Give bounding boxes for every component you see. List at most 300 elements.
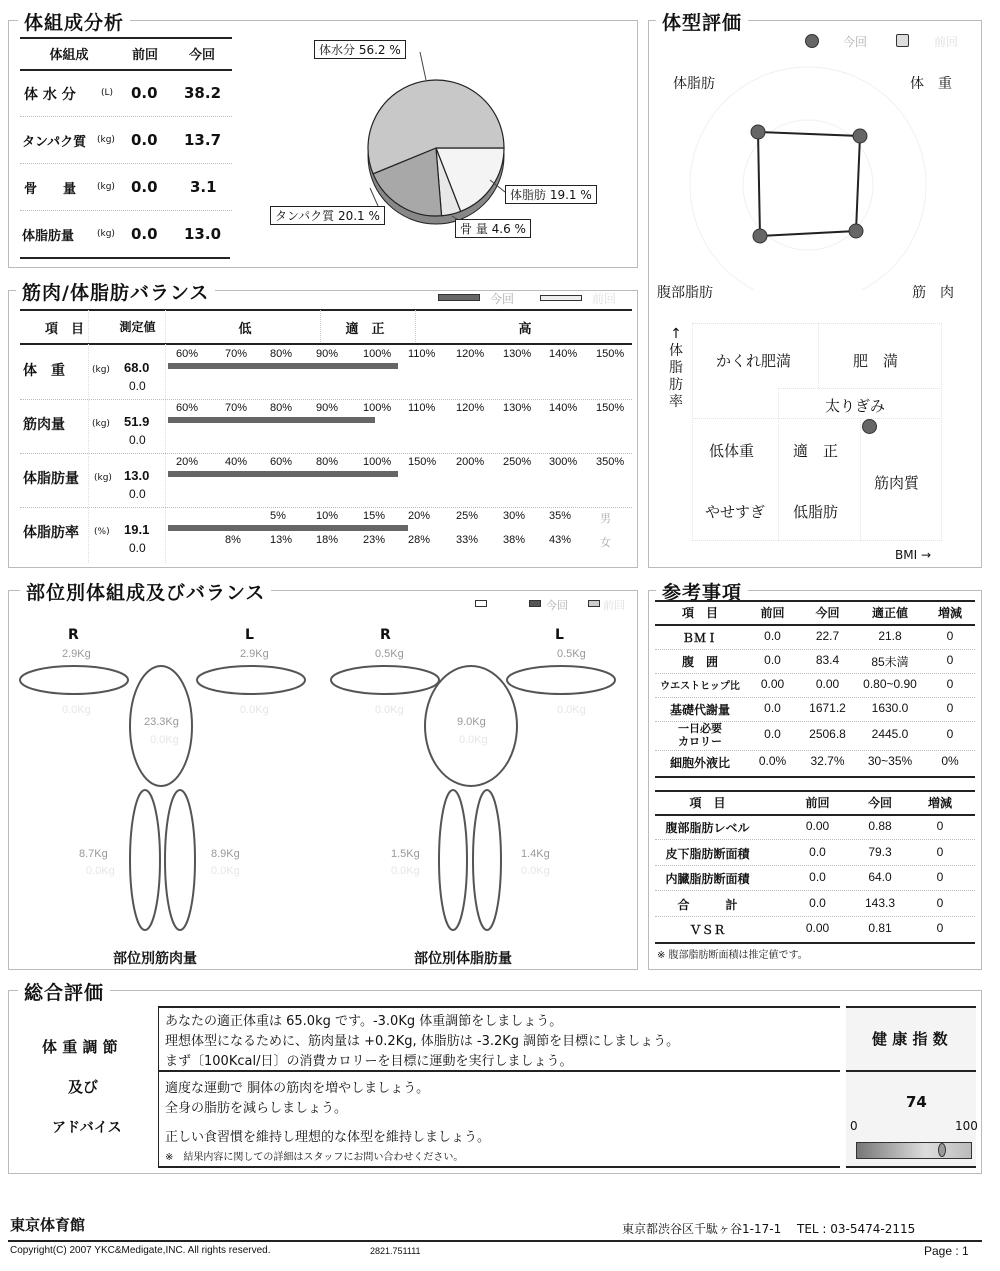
fat-area-cell: 0.00	[805, 921, 830, 935]
bc-row-prev: 0.0	[131, 84, 158, 102]
matrix-too-thin: やせすぎ	[705, 503, 766, 521]
bc-row-unit: (kg)	[97, 135, 115, 145]
fat-right-leg-value: 1.5Kg	[391, 848, 420, 860]
divider	[320, 310, 321, 344]
balance-tick: 60%	[176, 348, 199, 360]
reference-cell: 0.0	[764, 701, 781, 715]
divider	[20, 69, 232, 71]
radar-axis-abdominal: 腹部脂肪	[657, 285, 713, 301]
reference-header: 増減	[937, 606, 962, 620]
matrix-overweight: 太りぎみ	[825, 397, 886, 415]
fat-area-row-label: ＶＳＲ	[689, 923, 726, 937]
balance-tick: 100%	[363, 402, 392, 414]
muscle-right-arm-shape	[20, 666, 128, 694]
balance-tick: 90%	[316, 348, 339, 360]
fat-left-leg-value: 1.4Kg	[521, 848, 550, 860]
body-composition-title: 体組成分析	[18, 8, 130, 35]
matrix-line	[778, 388, 942, 389]
fat-area-cell: 0.0	[809, 895, 826, 910]
balance-bar-current	[168, 471, 398, 477]
radar-axis-weight: 体 重	[910, 76, 952, 92]
fat-left-leg-shape	[473, 790, 501, 930]
fat-area-cell: 0.0	[809, 870, 826, 884]
balance-tick: 130%	[503, 348, 532, 360]
balance-row-previous: 0.0	[129, 433, 146, 447]
divider	[655, 839, 975, 840]
balance-tick: 350%	[596, 456, 625, 468]
advice-line: まず〔100Kcal/日〕の消費カロリーを目標に運動を実行しましょう。	[165, 1054, 573, 1069]
pie-leader-line	[370, 188, 378, 206]
radar-polygon	[758, 132, 860, 236]
legend-current-box-icon	[529, 600, 541, 607]
reference-cell: 85未満	[871, 655, 909, 669]
legend-current-bar-icon	[438, 294, 480, 301]
y-label-char: 率	[669, 394, 683, 410]
fat-right-leg-prev: 0.0Kg	[391, 865, 420, 877]
legend-current-label: 今回	[843, 35, 868, 49]
divider	[655, 814, 975, 816]
fat-area-header: 項 目	[689, 796, 726, 810]
bc-header-item: 体組成	[49, 48, 89, 63]
bc-row-prev: 0.0	[131, 178, 158, 196]
balance-tick: 140%	[549, 402, 578, 414]
divider	[655, 750, 975, 751]
bc-row-label: 体脂肪量	[22, 229, 75, 244]
bc-row-unit: (kg)	[97, 229, 115, 239]
balance-tick: 110%	[408, 348, 436, 360]
fat-area-cell: 0	[936, 921, 944, 935]
reference-cell: 0%	[941, 754, 959, 768]
body-type-title: 体型評価	[656, 8, 748, 35]
fat-area-row-label: 合 計	[677, 897, 738, 912]
fat-left-label: L	[555, 627, 564, 643]
balance-tick: 150%	[596, 348, 625, 360]
reference-cell: 0	[946, 653, 954, 667]
bc-row-curr: 38.2	[184, 84, 222, 102]
muscle-left-arm-prev: 0.0Kg	[240, 704, 269, 716]
radar-point	[751, 125, 765, 139]
balance-row-unit: (kg)	[92, 419, 110, 429]
reference-cell: 1630.0	[871, 701, 909, 715]
matrix-line	[818, 323, 819, 388]
reference-header: 前回	[760, 606, 785, 620]
muscle-left-label: L	[245, 627, 254, 643]
fat-area-cell: 143.3	[864, 895, 896, 910]
health-scale-min: 0	[850, 1119, 858, 1133]
balance-bar-current	[168, 363, 398, 369]
footer-code: 2821.751111	[370, 1246, 421, 1256]
matrix-low-fat: 低脂肪	[793, 503, 839, 521]
legend-empty-icon	[475, 600, 487, 607]
divider	[165, 310, 166, 563]
fat-right-label: R	[380, 627, 391, 643]
reference-header: 項 目	[681, 606, 718, 620]
muscle-right-arm-value: 2.9Kg	[62, 648, 91, 660]
fat-area-header: 今回	[867, 796, 892, 810]
reference-row-label: 基礎代謝量	[669, 703, 730, 717]
bc-row-curr: 13.0	[184, 225, 222, 243]
balance-row-unit: (%)	[94, 527, 110, 537]
balance-bar-current	[168, 525, 408, 531]
overall-side-label-1: 体 重 調 節	[42, 1038, 118, 1056]
balance-tick: 250%	[503, 456, 532, 468]
radar-point	[853, 129, 867, 143]
divider	[88, 310, 89, 563]
legend-previous-box-icon	[588, 600, 600, 607]
balance-row-unit: (kg)	[94, 473, 112, 483]
balance-tick-female: 13%	[270, 534, 293, 546]
reference-cell: 0	[946, 629, 954, 643]
muscle-right-leg-prev: 0.0Kg	[86, 865, 115, 877]
balance-tick-female: 43%	[549, 534, 572, 546]
balance-tick: 90%	[316, 402, 339, 414]
bc-row-label: 骨 量	[24, 182, 77, 197]
balance-tick-male: 20%	[408, 510, 431, 522]
fat-area-cell: 79.3	[868, 844, 892, 859]
divider	[20, 257, 230, 259]
reference-cell: 0	[946, 701, 954, 715]
fat-trunk-value: 9.0Kg	[457, 716, 486, 728]
divider	[655, 916, 975, 917]
balance-tick-male: 15%	[363, 510, 386, 522]
overall-side-label-2: 及び	[68, 1078, 99, 1096]
fat-right-arm-shape	[331, 666, 439, 694]
balance-bar-current	[168, 417, 375, 423]
balance-row-current: 51.9	[124, 414, 150, 429]
balance-tick-male: 25%	[456, 510, 479, 522]
balance-tick: 150%	[408, 456, 437, 468]
balance-row-previous: 0.0	[129, 541, 146, 555]
fat-left-arm-value: 0.5Kg	[557, 648, 586, 660]
fat-area-header: 増減	[927, 796, 952, 810]
divider	[655, 600, 975, 602]
y-label-char: 体	[669, 343, 683, 359]
divider	[158, 1006, 840, 1008]
matrix-line	[692, 418, 942, 419]
muscle-right-label: R	[68, 627, 79, 643]
divider	[655, 673, 975, 674]
matrix-y-label	[668, 326, 684, 411]
balance-row-previous: 0.0	[129, 487, 146, 501]
balance-row-label: 体脂肪量	[23, 471, 79, 487]
muscle-right-arm-prev: 0.0Kg	[62, 704, 91, 716]
fat-right-leg-shape	[439, 790, 467, 930]
arrow-up-icon: ↑	[670, 326, 682, 342]
reference-cell: 83.4	[815, 653, 840, 667]
radar-axis-muscle: 筋 肉	[912, 285, 954, 301]
male-label: 男	[600, 513, 611, 525]
bc-row-prev: 0.0	[131, 225, 158, 243]
balance-header-high: 高	[518, 322, 532, 337]
bc-row-curr: 3.1	[190, 178, 217, 196]
balance-tick-female: 18%	[316, 534, 339, 546]
muscle-left-arm-value: 2.9Kg	[240, 648, 269, 660]
reference-row-label: ウエストヒップ比	[660, 681, 740, 692]
muscle-right-leg-value: 8.7Kg	[79, 848, 108, 860]
balance-row-label: 体 重	[23, 363, 65, 379]
divider	[846, 1166, 976, 1168]
advice-line: 全身の脂肪を減らしましょう。	[165, 1101, 348, 1116]
balance-tick: 70%	[225, 402, 248, 414]
reference-row-label: ＢＭＩ	[681, 631, 718, 645]
pie-label-fat: 体脂肪 19.1 %	[505, 185, 597, 204]
fat-right-arm-value: 0.5Kg	[375, 648, 404, 660]
balance-tick: 100%	[363, 348, 392, 360]
segmental-title: 部位別体組成及びバランス	[20, 578, 271, 605]
divider	[20, 116, 232, 117]
fat-area-cell: 0.00	[805, 819, 830, 833]
reference-cell: 0	[946, 727, 954, 741]
matrix-current-point	[862, 419, 877, 434]
advice-line: あなたの適正体重は 65.0kg です。-3.0Kg 体重調節をしましょう。	[165, 1014, 563, 1029]
balance-tick: 150%	[596, 402, 625, 414]
reference-cell: 21.8	[878, 629, 902, 643]
divider	[655, 776, 975, 778]
balance-tick: 60%	[176, 402, 199, 414]
reference-cell: 0.0%	[758, 754, 787, 768]
divider	[655, 890, 975, 891]
matrix-line	[778, 388, 779, 541]
balance-title: 筋肉/体脂肪バランス	[16, 278, 215, 305]
balance-tick: 130%	[503, 402, 532, 414]
advice-line: 適度な運動で 胴体の筋肉を増やしましょう。	[165, 1081, 430, 1096]
reference-cell: 0	[946, 677, 954, 691]
y-label-char: 脂	[669, 360, 683, 376]
y-label-char: 肪	[669, 377, 683, 393]
matrix-underweight: 低体重	[709, 442, 755, 460]
reference-panel	[648, 590, 982, 970]
muscle-left-arm-shape	[197, 666, 305, 694]
divider	[655, 697, 975, 698]
footer-copyright: Copyright(C) 2007 YKC&Medigate,INC. All rights reserved.	[10, 1245, 271, 1256]
reference-cell: 2445.0	[871, 727, 909, 741]
matrix-normal: 適 正	[793, 442, 839, 460]
balance-row-current: 19.1	[124, 522, 150, 537]
matrix-muscular: 筋肉質	[874, 474, 920, 492]
divider	[20, 309, 632, 311]
reference-row-label: 一日必要 カロリー	[678, 722, 722, 748]
reference-cell: 0.0	[764, 629, 781, 643]
legend-current-dot-icon	[805, 34, 819, 48]
bc-row-curr: 13.7	[184, 131, 222, 149]
legend-previous-square-icon	[896, 34, 909, 47]
reference-cell: 2506.8	[809, 727, 846, 741]
divider	[655, 624, 975, 626]
radar-ring	[690, 67, 926, 290]
balance-tick-male: 10%	[316, 510, 339, 522]
balance-tick: 70%	[225, 348, 248, 360]
divider	[655, 790, 975, 792]
muscle-trunk-prev: 0.0Kg	[150, 734, 179, 746]
balance-tick: 110%	[408, 402, 436, 414]
fat-area-cell: 0	[936, 819, 944, 833]
balance-tick: 80%	[270, 402, 293, 414]
pie-label-water: 体水分 56.2 %	[314, 40, 406, 59]
balance-header-normal: 適 正	[345, 322, 385, 337]
bc-row-unit: (kg)	[97, 182, 115, 192]
muscle-right-leg-shape	[130, 790, 160, 930]
fat-area-row-label: 内臓脂肪断面積	[665, 872, 750, 886]
balance-row-unit: (kg)	[92, 365, 110, 375]
fat-left-leg-prev: 0.0Kg	[521, 865, 550, 877]
legend-previous-label: 前回	[934, 35, 959, 49]
muscle-caption: 部位別筋肉量	[113, 951, 197, 967]
fat-left-arm-shape	[507, 666, 615, 694]
fat-area-cell: 64.0	[868, 870, 892, 884]
divider	[20, 210, 232, 211]
balance-tick: 300%	[549, 456, 578, 468]
footer-org: 東京体育館	[10, 1216, 86, 1234]
fat-area-row-label: 皮下脂肪断面積	[665, 846, 750, 861]
bc-row-prev: 0.0	[131, 131, 158, 149]
balance-row-current: 68.0	[124, 360, 150, 375]
divider	[655, 942, 975, 944]
bc-row-label: 体 水 分	[24, 87, 76, 103]
matrix-x-label: BMI →	[895, 548, 931, 562]
footer-address: 東京都渋谷区千駄ヶ谷1-17-1 TEL : 03-5474-2115	[622, 1222, 916, 1236]
legend-previous-label: 前回	[592, 292, 617, 306]
fat-area-cell: 0.88	[868, 819, 892, 833]
divider	[8, 1240, 982, 1242]
reference-row-label: 腹 囲	[681, 655, 718, 669]
overall-title: 総合評価	[18, 978, 110, 1005]
reference-cell: 0.80~0.90	[863, 677, 917, 691]
reference-cell: 32.7%	[810, 754, 845, 768]
health-scale-max: 100	[955, 1119, 978, 1133]
divider	[158, 1006, 159, 1166]
balance-tick-male: 5%	[270, 510, 286, 522]
balance-row-current: 13.0	[124, 468, 150, 483]
divider	[20, 399, 632, 400]
female-label: 女	[600, 537, 611, 549]
bc-header-prev: 前回	[131, 48, 158, 63]
radar-point	[753, 229, 767, 243]
health-gauge-marker	[938, 1143, 946, 1157]
muscle-left-leg-shape	[165, 790, 195, 930]
fat-area-cell: 0	[936, 844, 944, 859]
fat-area-cell: 0	[936, 870, 944, 884]
fat-area-cell: 0	[936, 895, 944, 910]
balance-header-item: 項 目	[44, 322, 84, 337]
fat-area-cell: 0.0	[809, 844, 826, 859]
fat-caption: 部位別体脂肪量	[414, 951, 512, 967]
divider	[20, 453, 632, 454]
divider	[415, 310, 416, 344]
health-index-value: 74	[906, 1093, 927, 1111]
divider	[655, 649, 975, 650]
divider	[655, 865, 975, 866]
reference-cell: 0.00	[815, 677, 840, 691]
health-gauge-bar	[856, 1142, 972, 1159]
divider	[158, 1070, 840, 1072]
divider	[20, 343, 632, 345]
bc-row-unit: (L)	[101, 88, 114, 98]
legend-current-label: 今回	[546, 599, 568, 612]
reference-cell: 0.0	[764, 727, 781, 741]
radar-axis-fat: 体脂肪	[673, 76, 715, 92]
fat-area-cell: 0.81	[868, 921, 892, 935]
balance-tick: 140%	[549, 348, 578, 360]
reference-cell: 30~35%	[867, 754, 913, 768]
bc-header-curr: 今回	[188, 48, 215, 63]
muscle-trunk-value: 23.3Kg	[144, 716, 179, 728]
muscle-left-leg-prev: 0.0Kg	[211, 865, 240, 877]
divider	[20, 507, 632, 508]
fat-area-header: 前回	[805, 796, 830, 810]
balance-row-label: 筋肉量	[23, 417, 65, 433]
bc-row-label: タンパク質	[22, 135, 87, 150]
balance-tick: 100%	[363, 456, 392, 468]
footer-page: Page : 1	[924, 1244, 969, 1258]
legend-previous-label: 前回	[603, 599, 625, 612]
pie-label-protein: タンパク質 20.1 %	[270, 206, 385, 225]
balance-tick-female: 33%	[456, 534, 479, 546]
balance-tick: 80%	[316, 456, 339, 468]
balance-tick: 200%	[456, 456, 485, 468]
reference-header: 適正値	[871, 606, 908, 620]
balance-tick: 120%	[456, 348, 485, 360]
pie-leader-line	[420, 52, 426, 80]
muscle-left-leg-value: 8.9Kg	[211, 848, 240, 860]
overall-note: ※ 結果内容に関しての詳細はスタッフにお問い合わせください。	[165, 1152, 464, 1163]
health-index-label: 健 康 指 数	[872, 1030, 948, 1048]
reference-note: ※ 腹部脂肪断面積は推定値です。	[657, 950, 808, 961]
reference-header: 今回	[815, 606, 840, 620]
reference-row-label: 細胞外液比	[669, 756, 730, 770]
reference-title: 参考事項	[656, 578, 748, 605]
balance-tick-female: 38%	[503, 534, 526, 546]
balance-tick: 120%	[456, 402, 485, 414]
divider	[20, 37, 232, 39]
reference-cell: 22.7	[815, 629, 840, 643]
fat-right-arm-prev: 0.0Kg	[375, 704, 404, 716]
divider	[158, 1166, 840, 1168]
matrix-hidden-obesity: かくれ肥満	[716, 352, 792, 370]
divider	[20, 163, 232, 164]
advice-line: 理想体型になるために、筋肉量は +0.2Kg, 体脂肪は -3.2Kg 調節を目標にしましょう。	[165, 1034, 680, 1049]
matrix-obesity: 肥 満	[853, 352, 899, 370]
pie-label-bone: 骨 量 4.6 %	[455, 219, 531, 238]
balance-tick-female: 28%	[408, 534, 431, 546]
reference-cell: 0.0	[764, 653, 781, 667]
balance-tick-female: 8%	[225, 534, 241, 546]
fat-area-row-label: 腹部脂肪レベル	[665, 821, 750, 835]
balance-header-value: 測定値	[119, 320, 156, 334]
legend-previous-bar-icon	[540, 295, 582, 301]
legend-current-label: 今回	[490, 292, 515, 306]
matrix-line	[860, 418, 861, 541]
body-type-radar	[680, 60, 950, 290]
balance-tick-female: 23%	[363, 534, 386, 546]
reference-cell: 0.00	[760, 677, 785, 691]
balance-header-low: 低	[238, 322, 252, 337]
overall-side-label-3: アドバイス	[52, 1120, 122, 1136]
divider	[846, 1006, 976, 1008]
advice-line: 正しい食習慣を維持し理想的な体型を維持しましょう。	[165, 1130, 491, 1145]
balance-tick: 60%	[270, 456, 293, 468]
fat-left-arm-prev: 0.0Kg	[557, 704, 586, 716]
balance-tick-male: 30%	[503, 510, 526, 522]
balance-tick-male: 35%	[549, 510, 572, 522]
fat-trunk-prev: 0.0Kg	[459, 734, 488, 746]
balance-tick: 40%	[225, 456, 248, 468]
balance-tick: 20%	[176, 456, 199, 468]
radar-point	[849, 224, 863, 238]
balance-row-previous: 0.0	[129, 379, 146, 393]
balance-row-label: 体脂肪率	[23, 525, 79, 541]
divider	[846, 1070, 976, 1072]
reference-cell: 1671.2	[809, 701, 846, 715]
